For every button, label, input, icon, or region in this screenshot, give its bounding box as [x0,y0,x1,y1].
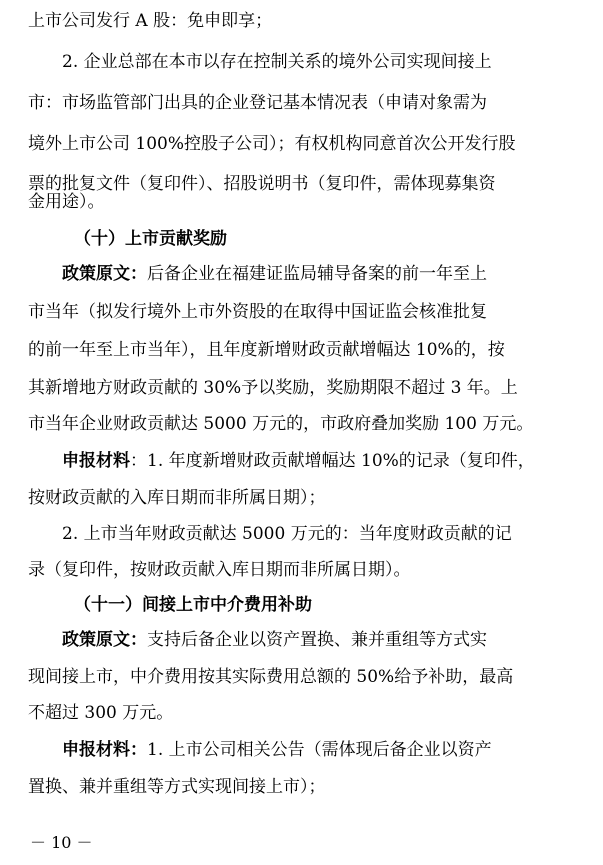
materials-label: 申报材料： [62,740,147,760]
page-number: － 10 － [30,833,93,852]
text-line: 金用途）。 [28,192,105,212]
text-line: 境外上市公司 100%控股子公司）；有权机构同意首次公开发行股 [28,134,516,154]
policy-label: 政策原文： [62,264,147,284]
text-line: 后备企业在福建证监局辅导备案的前一年至上 [147,264,487,284]
text-line: 2. 上市当年财政贡献达 5000 万元的：当年度财政贡献的记 [62,524,512,544]
text-line: 置换、兼并重组等方式实现间接上市）； [28,777,326,797]
paragraph-line [62,740,492,760]
text-line: 上市公司发行 A 股：免申即享； [28,11,273,31]
text-line: 1. 年度新增财政贡献增幅达 10%的记录（复印件， [147,451,535,471]
text-line: 2. 企业总部在本市以存在控制关系的境外公司实现间接上 [62,52,492,72]
colon: ： [130,451,147,471]
paragraph-line [62,451,535,471]
text-line: 按财政贡献的入库日期而非所属日期）； [28,488,326,508]
text-line: 录（复印件，按财政贡献入库日期而非所属日期）。 [28,560,411,580]
text-line: 市当年（拟发行境外上市外资股的在取得中国证监会核准批复 [28,302,487,322]
text-line: 其新增地方财政贡献的 30%予以奖励，奖励期限不超过 3 年。上 [28,378,518,398]
section-heading: （十）上市贡献奖励 [74,229,227,249]
text-line: 不超过 300 万元。 [28,703,174,723]
paragraph-line [62,630,487,650]
paragraph-line [62,264,487,284]
section-heading: （十一）间接上市中介费用补助 [74,595,312,615]
policy-label: 政策原文： [62,630,147,650]
text-line: 的前一年至上市当年），且年度新增财政贡献增幅达 10%的，按 [28,340,505,360]
text-line: 支持后备企业以资产置换、兼并重组等方式实 [147,630,487,650]
text-line: 票的批复文件（复印件）、招股说明书（复印件，需体现募集资 [28,174,496,194]
text-line: 市：市场监管部门出具的企业登记基本情况表（申请对象需为 [28,93,487,113]
text-line: 1. 上市公司相关公告（需体现后备企业以资产 [147,740,492,760]
text-line: 现间接上市，中介费用按其实际费用总额的 50%给予补助，最高 [28,667,514,687]
materials-label: 申报材料 [62,451,130,471]
text-line: 市当年企业财政贡献达 5000 万元的，市政府叠加奖励 100 万元。 [28,414,534,434]
